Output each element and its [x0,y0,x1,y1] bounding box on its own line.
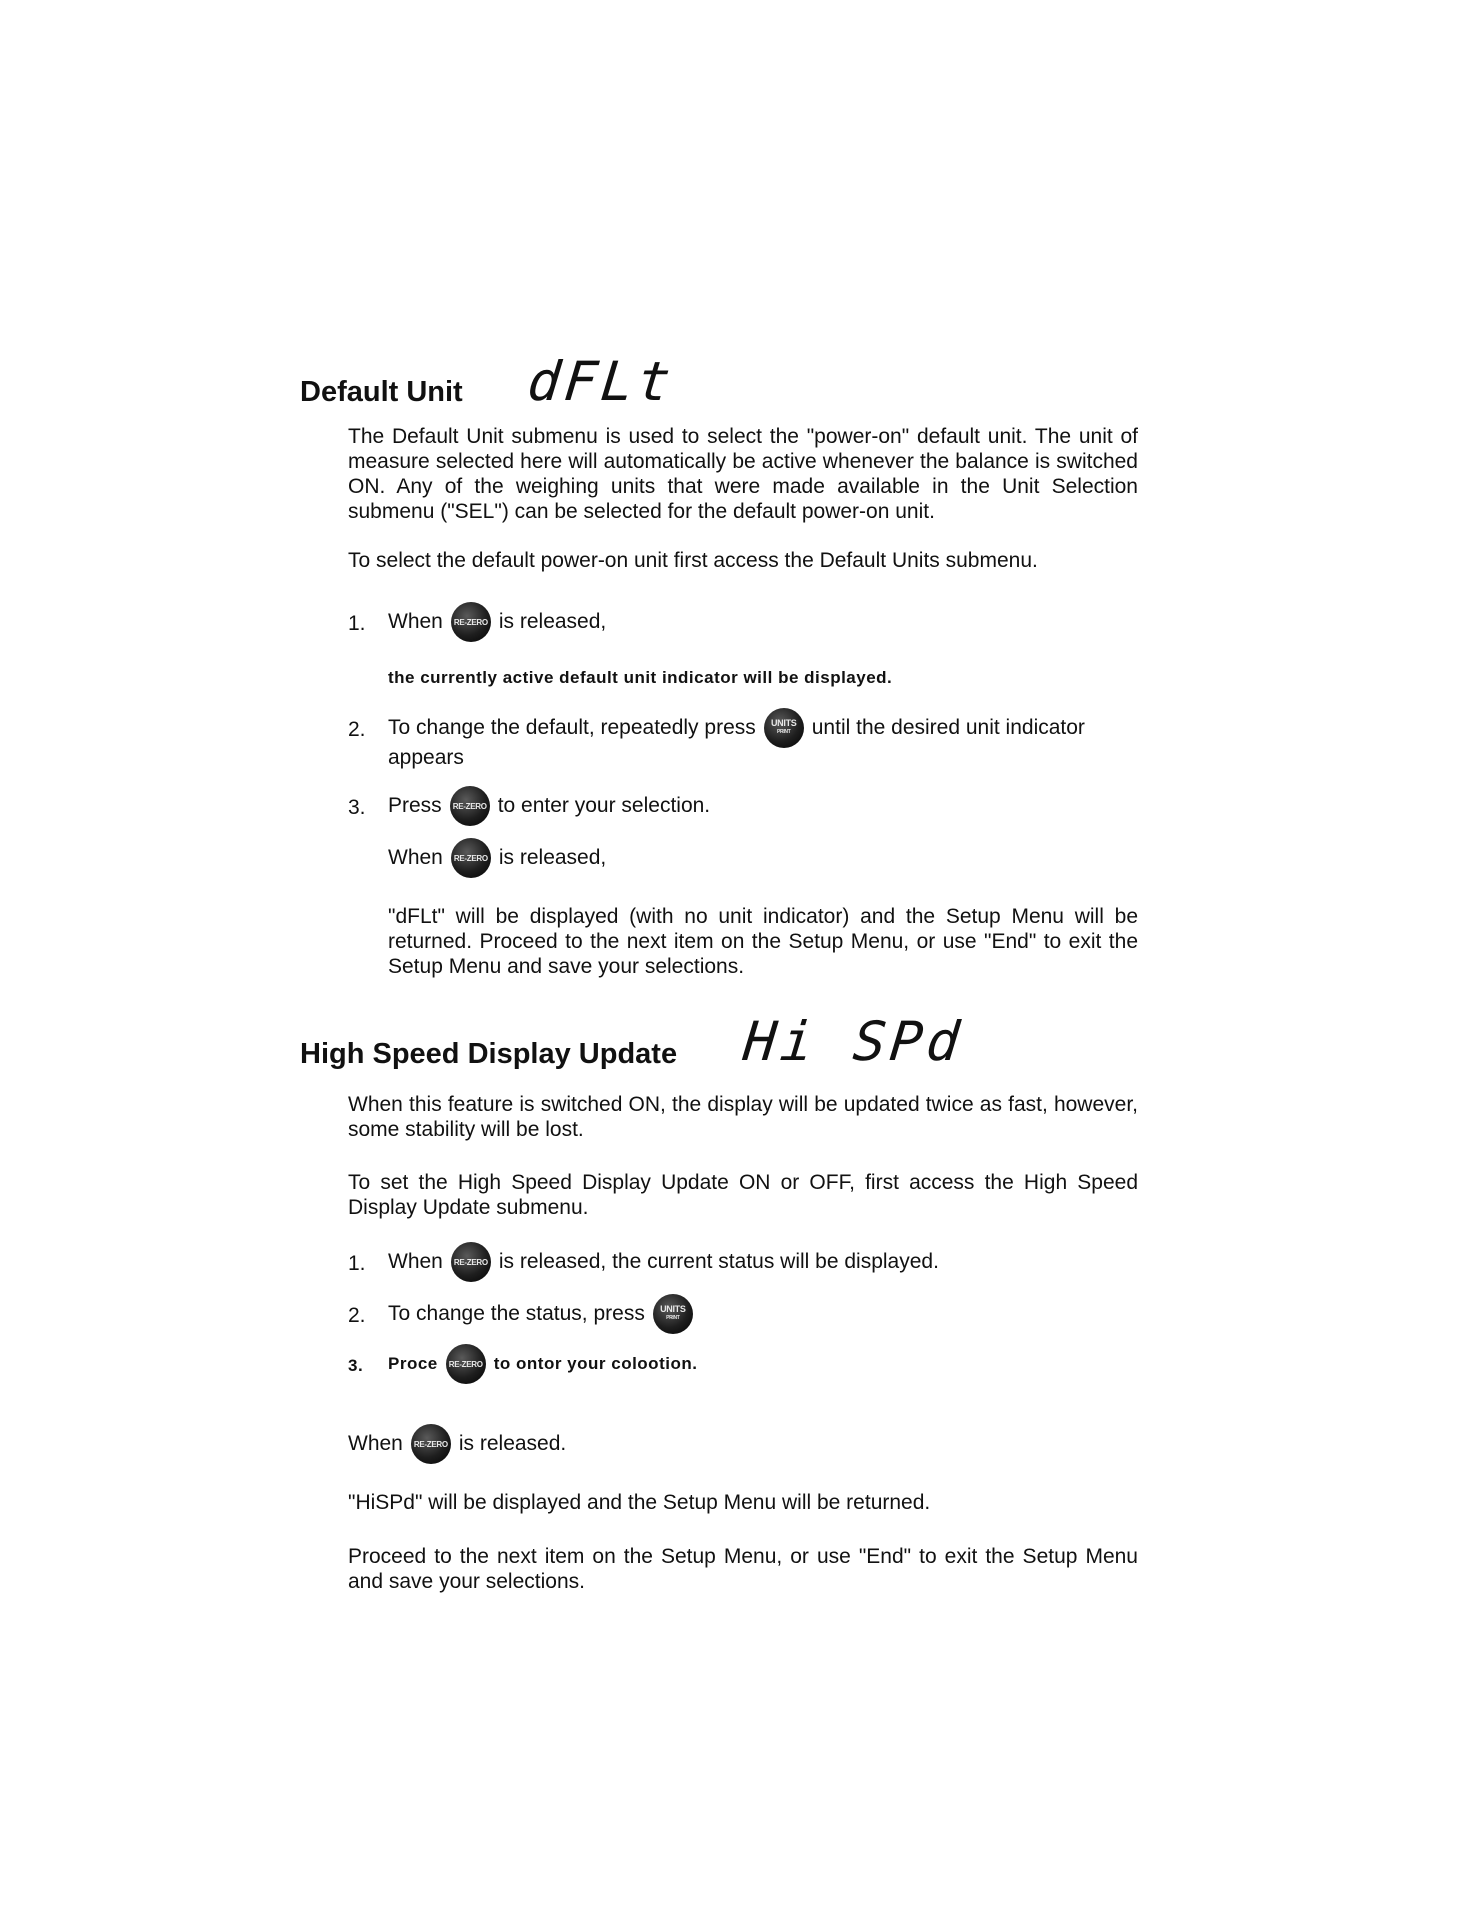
du-step3b-pre: When [388,846,443,869]
hs-step2-pre: To change the status, press [388,1302,645,1325]
rezero-button-icon: RE-ZERO [446,1344,486,1384]
units-button-label: UNITS [770,718,797,728]
rezero-button-icon: RE-ZERO [451,602,491,642]
du-step2-number: 2. [348,718,366,741]
hs-step1-number: 1. [348,1252,366,1275]
hs-when-pre: When [348,1432,403,1455]
rezero-button-icon: RE-ZERO [451,1242,491,1282]
high-speed-heading: High Speed Display Update [300,1038,678,1070]
hs-step3 [388,1344,697,1384]
hs-step3-pre: Proce [388,1354,438,1373]
du-step3b-post: is released, [498,846,607,869]
du-step3b [388,838,606,878]
du-step1-pre: When [388,610,443,633]
hs-step1 [388,1242,939,1282]
du-step3-number: 3. [348,796,366,819]
du-step1-post: is released, [498,610,607,633]
rezero-button-icon: RE-ZERO [411,1424,451,1464]
du-step2 [388,708,1085,748]
default-unit-access: To select the default power-on unit first access the Default Units submenu. [348,549,1038,572]
hs-step2-number: 2. [348,1304,366,1327]
hs-step3-number: 3. [348,1356,364,1375]
default-unit-heading: Default Unit [300,376,463,408]
du-step2-pre: To change the default, repeatedly press [388,716,756,739]
units-button-icon [764,708,804,748]
high-speed-lcd-code: Hi SPd [740,1010,967,1073]
default-unit-lcd-code: dFLt [524,350,678,413]
default-unit-intro: The Default Unit submenu is used to select the "power-on" default unit. The unit of measure selected here will automatically be active whenever the balance is switched ON. Any of the weighing units that were made available in the Unit Selection submenu ("SEL") can be selected for the default power-on unit. [348,425,1138,523]
hs-step1-post: is released, the current status will be displayed. [498,1250,939,1273]
du-step1-note: the currently active default unit indicator will be displayed. [388,668,893,687]
du-step1-number: 1. [348,612,366,635]
du-step2-post: until the desired unit indicator [811,716,1085,739]
units-button-icon [653,1294,693,1334]
hs-when-post: is released. [458,1432,567,1455]
du-step2-cont: appears [388,746,464,769]
du-step3 [388,786,710,826]
rezero-button-icon: RE-ZERO [451,838,491,878]
hs-intro: When this feature is switched ON, the display will be updated twice as fast, however, some stability will be lost. [348,1093,1138,1141]
hs-result: "HiSPd" will be displayed and the Setup Menu will be returned. [348,1491,931,1514]
du-step1 [388,602,606,642]
units-button-sublabel: PRINT [776,729,791,735]
hs-proceed: Proceed to the next item on the Setup Menu, or use "End" to exit the Setup Menu and save your selections. [348,1545,1138,1593]
hs-step3-post: to ontor your colootion. [493,1354,698,1373]
du-step3-pre: Press [388,794,442,817]
du-step3-post: to enter your selection. [497,794,711,817]
units-button-sublabel: PRINT [666,1315,680,1321]
du-result: "dFLt" will be displayed (with no unit indicator) and the Setup Menu will be returned. Proceed to the next item on the Setup Menu, or use "End" to exit the Setup Menu and save your selections. [388,905,1138,978]
hs-step2 [388,1294,701,1334]
units-button-label: UNITS [660,1304,686,1314]
hs-access: To set the High Speed Display Update ON or OFF, first access the High Speed Display Update submenu. [348,1171,1138,1219]
rezero-button-icon: RE-ZERO [450,786,490,826]
hs-when [348,1424,566,1464]
hs-step1-pre: When [388,1250,443,1273]
